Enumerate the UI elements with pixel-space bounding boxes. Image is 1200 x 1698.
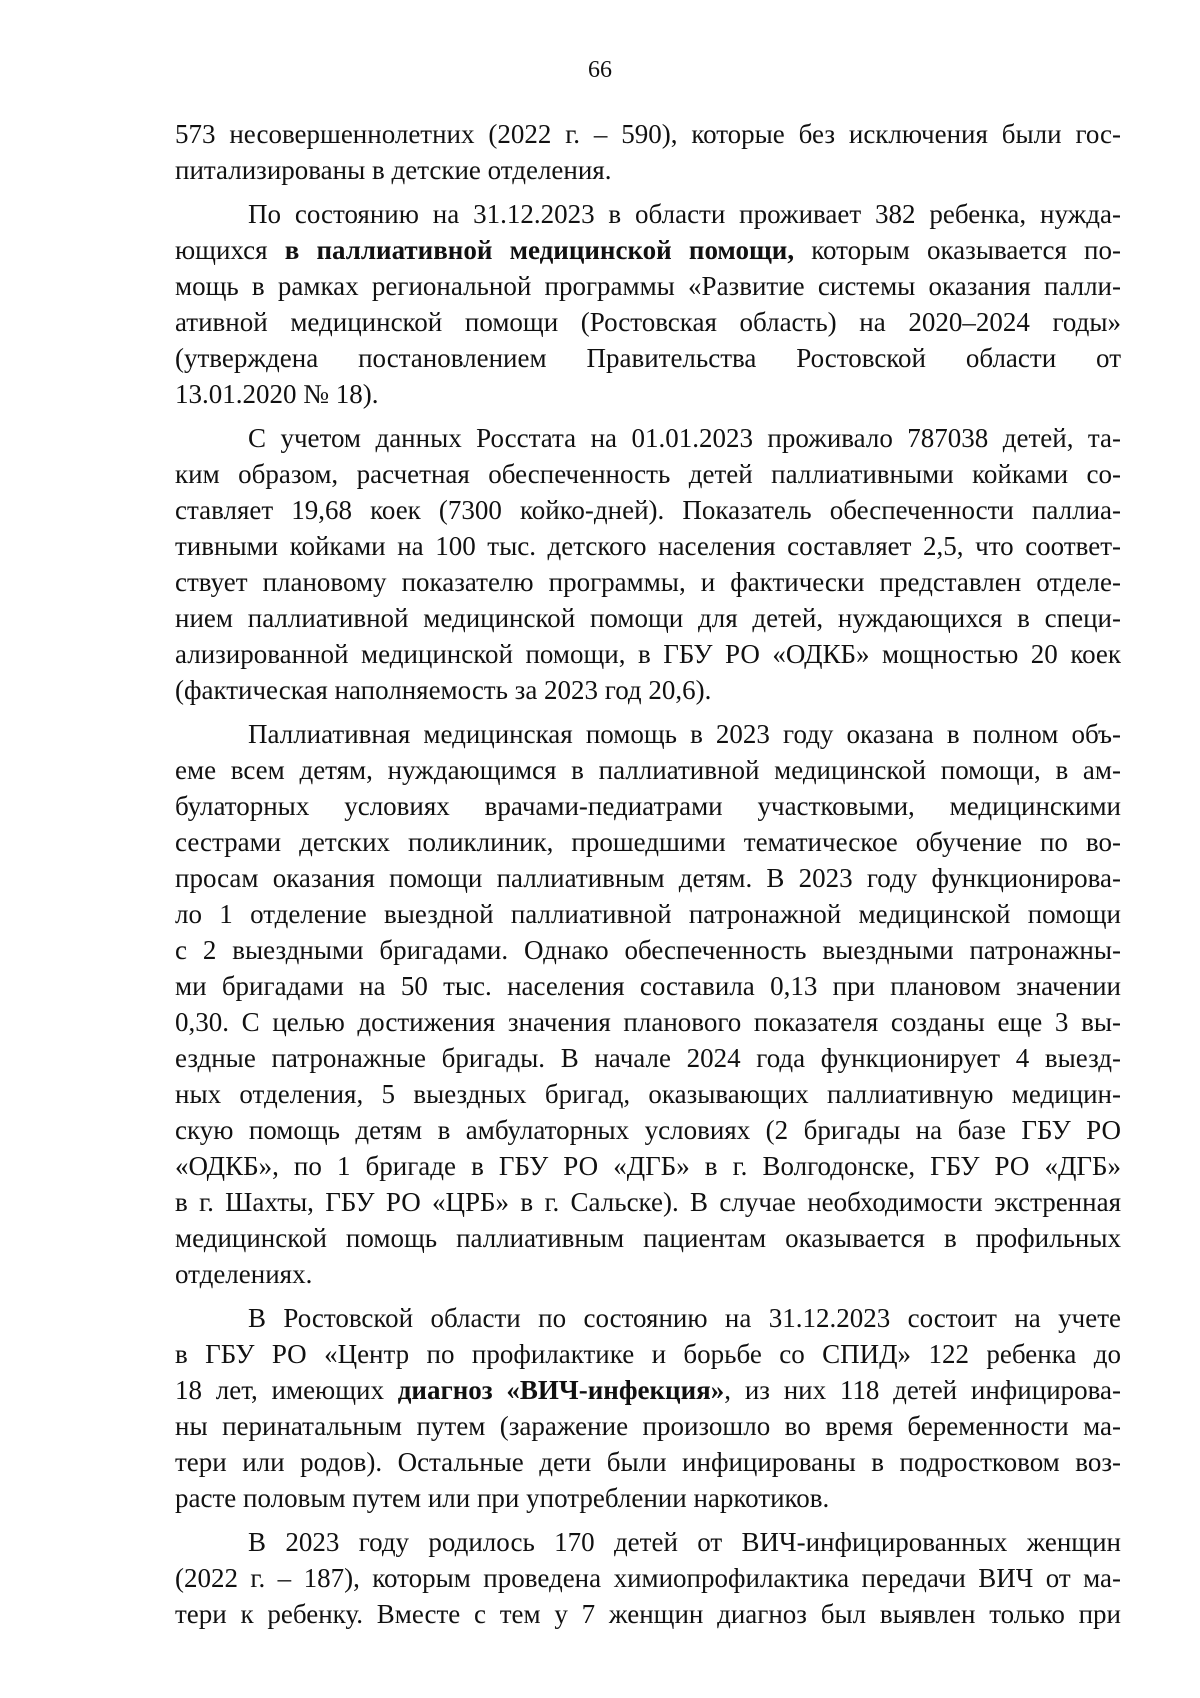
text-line: тери к ребенку. Вместе с тем у 7 женщин диагноз был выявлен только при [175, 1599, 1121, 1629]
text-line: ализированной медицинской помощи, в ГБУ РО «ОДКБ» мощностью 20 коек [175, 639, 1121, 669]
text-line: В Ростовской области по состоянию на 31.12.2023 состоит на учете [248, 1303, 1121, 1333]
bold-text: в паллиативной медицинской помощи, [284, 235, 795, 265]
text-segment: ющихся [175, 235, 285, 265]
text-line: (утверждена постановлением Правительства Ростовской области от [175, 343, 1121, 373]
text-line: просам оказания помощи паллиативным детям. В 2023 году функционирова- [175, 863, 1121, 893]
text-line: булаторных условиях врачами-педиатрами участковыми, медицинскими [175, 791, 1121, 821]
text-line: В 2023 году родилось 170 детей от ВИЧ-инфицированных женщин [248, 1527, 1121, 1557]
text-line: отделениях. [175, 1259, 313, 1289]
text-line: тивными койками на 100 тыс. детского населения составляет 2,5, что соответ- [175, 531, 1121, 561]
text-line: тери или родов). Остальные дети были инфицированы в подростковом воз- [175, 1447, 1121, 1477]
text-line: ных отделения, 5 выездных бригад, оказывающих паллиативную медицин- [175, 1079, 1121, 1109]
text-line: ставляет 19,68 коек (7300 койко-дней). Показатель обеспеченности паллиа- [175, 495, 1121, 525]
text-line: в ГБУ РО «Центр по профилактике и борьбе со СПИД» 122 ребенка до [175, 1339, 1121, 1369]
text-line: расте половым путем или при употреблении наркотиков. [175, 1483, 830, 1513]
text-line: ативной медицинской помощи (Ростовская область) на 2020–2024 годы» [175, 307, 1121, 337]
text-line: ны перинатальным путем (заражение произошло во время беременности ма- [175, 1411, 1121, 1441]
text-line: ми бригадами на 50 тыс. населения составила 0,13 при плановом значении [175, 971, 1121, 1001]
text-line: ким образом, расчетная обеспеченность детей паллиативными койками со- [175, 459, 1121, 489]
text-line: питализированы в детские отделения. [175, 155, 612, 185]
page-number: 66 [588, 57, 612, 83]
text-segment: , из них 118 детей инфицирова- [724, 1375, 1122, 1405]
text-segment: которым оказывается по- [794, 235, 1121, 265]
text-line: С учетом данных Росстата на 01.01.2023 проживало 787038 детей, та- [248, 423, 1121, 453]
body-text [175, 116, 1121, 1632]
text-line: ствует плановому показателю программы, и фактически представлен отделе- [175, 567, 1121, 597]
text-line: сестрами детских поликлиник, прошедшими тематическое обучение по во- [175, 827, 1121, 857]
text-line: мощь в рамках региональной программы «Развитие системы оказания палли- [175, 271, 1121, 301]
text-line: 573 несовершеннолетних (2022 г. – 590), которые без исключения были гос- [175, 119, 1121, 149]
text-line: (2022 г. – 187), которым проведена химиопрофилактика передачи ВИЧ от ма- [175, 1563, 1121, 1593]
text-line: медицинской помощь паллиативным пациентам оказывается в профильных [175, 1223, 1121, 1253]
text-line: еме всем детям, нуждающимся в паллиативной медицинской помощи, в ам- [175, 755, 1121, 785]
text-line: скую помощь детям в амбулаторных условиях (2 бригады на базе ГБУ РО [175, 1115, 1121, 1145]
text-segment: 18 лет, имеющих [175, 1375, 398, 1405]
text-line: 0,30. С целью достижения значения планового показателя созданы еще 3 вы- [175, 1007, 1121, 1037]
text-line: в г. Шахты, ГБУ РО «ЦРБ» в г. Сальске). В случае необходимости экстренная [175, 1187, 1121, 1217]
text-line [175, 1372, 1121, 1408]
text-line: «ОДКБ», по 1 бригаде в ГБУ РО «ДГБ» в г. Волгодонске, ГБУ РО «ДГБ» [175, 1151, 1121, 1181]
text-line: (фактическая наполняемость за 2023 год 20,6). [175, 675, 712, 705]
text-line: с 2 выездными бригадами. Однако обеспеченность выездными патронажны- [175, 935, 1121, 965]
text-line: нием паллиативной медицинской помощи для детей, нуждающихся в специ- [175, 603, 1121, 633]
text-line: По состоянию на 31.12.2023 в области проживает 382 ребенка, нужда- [248, 199, 1121, 229]
bold-text: диагноз «ВИЧ-инфекция» [397, 1375, 725, 1405]
text-line [175, 232, 1121, 268]
text-line: 13.01.2020 № 18). [175, 379, 379, 409]
text-line: ездные патронажные бригады. В начале 2024 года функционирует 4 выезд- [175, 1043, 1121, 1073]
text-line: Паллиативная медицинская помощь в 2023 году оказана в полном объ- [248, 719, 1121, 749]
text-line: ло 1 отделение выездной паллиативной патронажной медицинской помощи [175, 899, 1121, 929]
